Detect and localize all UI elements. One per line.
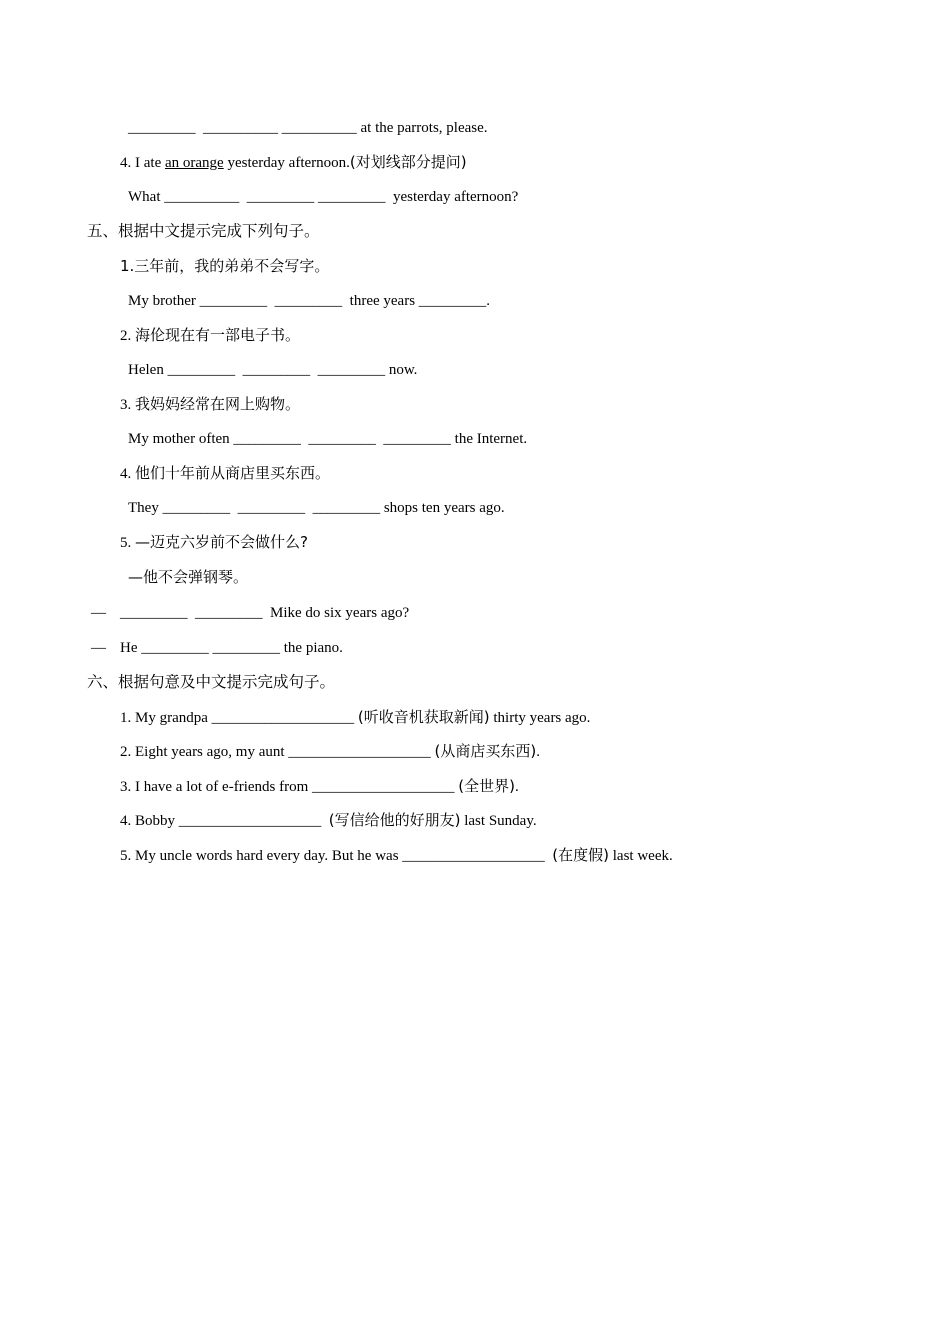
- q-hint: (从商店买东西): [434, 742, 537, 760]
- section-5-q5-english-question: _________ _________ Mike do six years ago?: [120, 605, 410, 621]
- q-text-end: .: [536, 744, 541, 760]
- section-5-q4-english: They _________ _________ _________ shops ten years ago.: [128, 500, 505, 516]
- section-5-q5-english-answer: He _________ _________ the piano.: [120, 640, 343, 656]
- section-5-q5-chinese-answer: —他不会弹钢琴。: [128, 568, 249, 586]
- section-6-q1: [120, 707, 590, 728]
- section-5-q1-english: My brother _________ _________ three years _________.: [128, 293, 491, 309]
- dialogue-dash-1: —: [91, 605, 106, 621]
- question-4-prefix: 4. I ate: [120, 155, 165, 171]
- q-hint: (全世界): [458, 777, 515, 795]
- q-number: 4.: [120, 466, 135, 482]
- question-4-suffix: yesterday afternoon.: [223, 155, 350, 171]
- section-5-q3-chinese: [120, 394, 300, 415]
- q-number: 5.: [120, 535, 135, 551]
- q-text: 5. My uncle words hard every day. But he was ___________________: [120, 848, 553, 864]
- section-5-q2-english: Helen _________ _________ _________ now.: [128, 362, 418, 378]
- q-hint: (在度假): [552, 846, 610, 864]
- q-text: 1. My grandpa ___________________: [120, 710, 358, 726]
- underlined-phrase: an orange: [164, 155, 224, 171]
- section-6-q2: [120, 741, 540, 762]
- q-text: 4. Bobby ___________________: [120, 813, 329, 829]
- q-number: 3.: [120, 397, 135, 413]
- q-number: 2.: [120, 328, 135, 344]
- section-5-q4-chinese: [120, 463, 330, 484]
- q-text-end: last week.: [609, 848, 673, 864]
- question-4-instruction: (对划线部分提问): [349, 153, 467, 171]
- q-chinese-text: 我妈妈经常在网上购物。: [135, 395, 301, 413]
- section-5-q1-chinese: 1.三年前，我的弟弟不会写字。: [120, 257, 330, 275]
- section-5-q3-english: My mother often _________ _________ _________ the Internet.: [128, 431, 528, 447]
- q-hint: (听收音机获取新闻): [357, 708, 490, 726]
- q-text: 3. I have a lot of e-friends from ___________________: [120, 779, 459, 795]
- q-chinese-text: 他们十年前从商店里买东西。: [135, 464, 331, 482]
- dialogue-dash-2: —: [91, 640, 106, 656]
- section-6-q4: [120, 810, 537, 831]
- section-5-heading: 五、根据中文提示完成下列句子。: [87, 222, 320, 240]
- q-text-end: last Sunday.: [460, 813, 537, 829]
- section-6-heading: 六、根据句意及中文提示完成句子。: [87, 673, 336, 691]
- q-chinese-text: 海伦现在有一部电子书。: [135, 326, 301, 344]
- q-chinese-text: —迈克六岁前不会做什么?: [135, 533, 308, 551]
- section-5-q2-chinese: [120, 325, 300, 346]
- section-5-q5-chinese: [120, 532, 308, 553]
- answer-line-parrots: _________ __________ __________ at the parrots, please.: [128, 120, 488, 136]
- answer-line-what: What __________ _________ _________ yesterday afternoon?: [128, 189, 519, 205]
- q-text-end: thirty years ago.: [489, 710, 591, 726]
- q-text-end: .: [514, 779, 519, 795]
- q-hint: (写信给他的好朋友): [328, 811, 461, 829]
- section-6-q3: [120, 776, 519, 797]
- question-4-orange: [120, 152, 467, 173]
- section-6-q5: [120, 845, 673, 866]
- q-text: 2. Eight years ago, my aunt ___________________: [120, 744, 435, 760]
